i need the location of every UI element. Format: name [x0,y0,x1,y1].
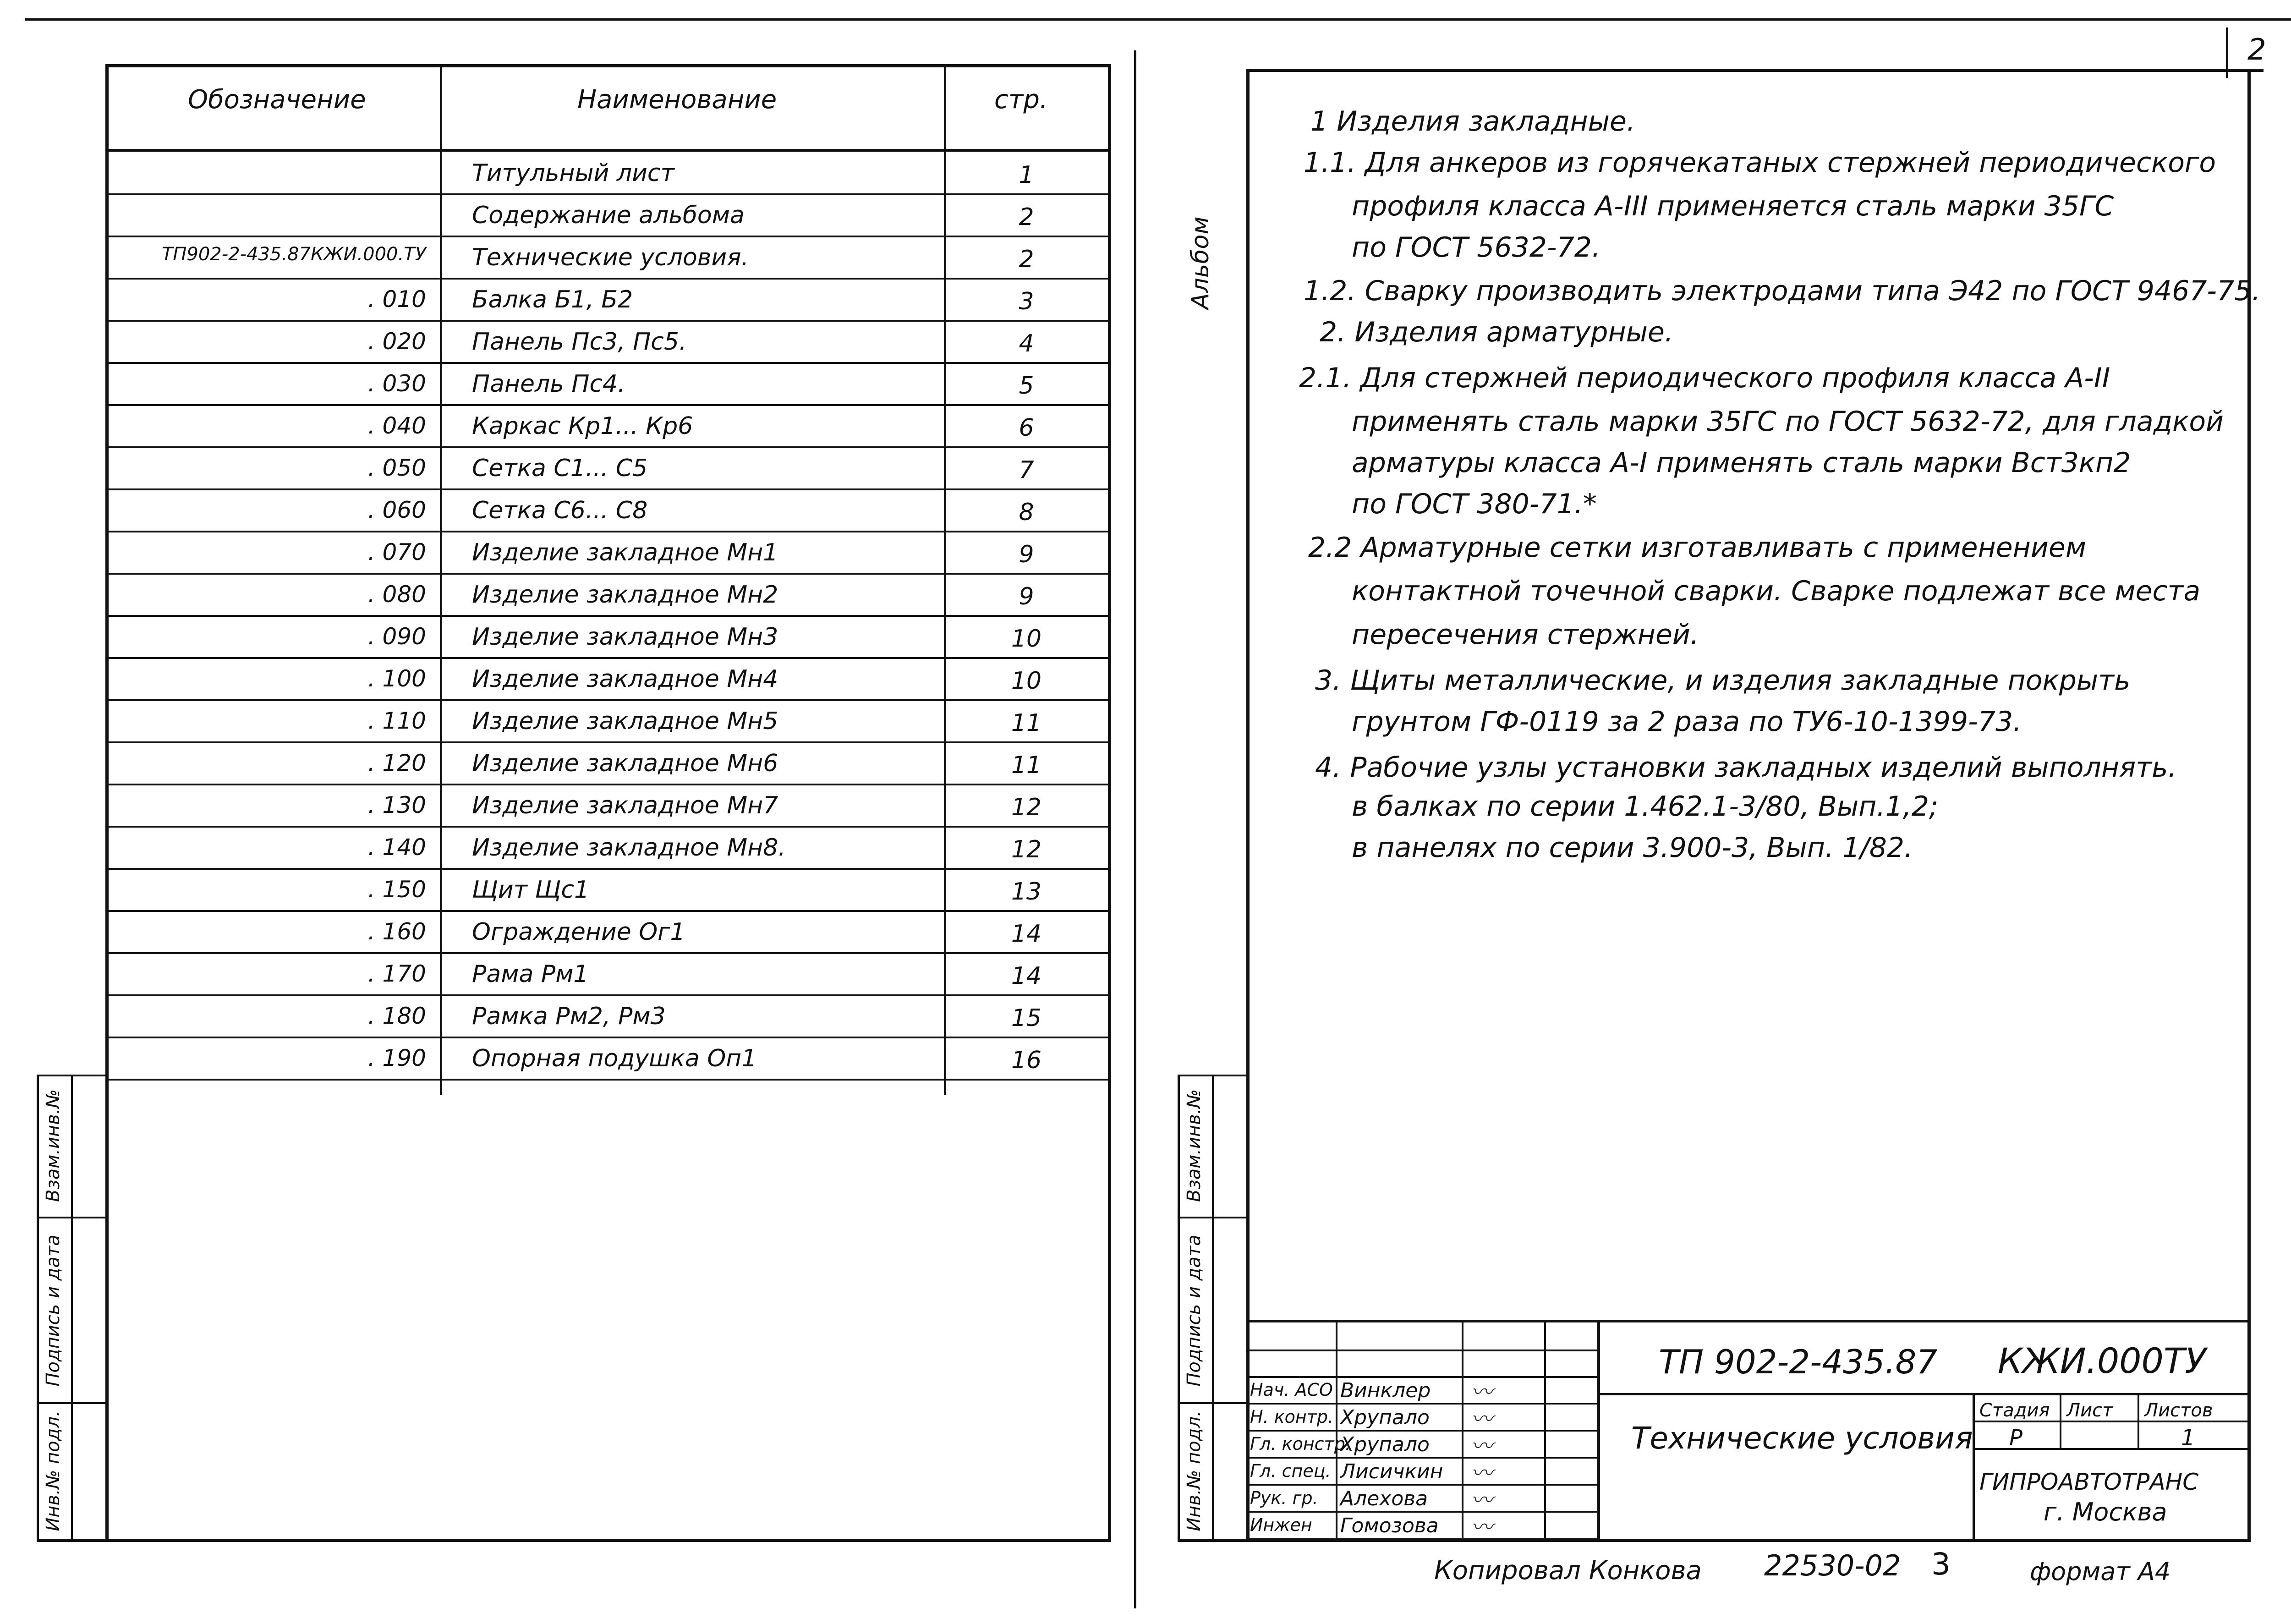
row-divider [105,784,1111,785]
row-divider [105,657,1111,659]
note-line: 2.2 Арматурные сетки изготавливать с применением [1308,532,2087,564]
sig-row-line [1246,1511,1599,1513]
row-page: 9 [1019,541,1034,568]
row-divider [105,699,1111,701]
note-line: в балках по серии 1.462.1-3/80, Вып.1,2; [1352,790,1939,823]
note-line: по ГОСТ 380-71.* [1352,488,1597,520]
signatory-name: Винклер [1340,1379,1431,1402]
row-designation: . 040 [367,412,426,439]
note-line: арматуры класса А-I применять сталь марки Вст3кп2 [1352,447,2131,479]
row-divider [105,1037,1111,1038]
header-bottom-line [105,149,1111,152]
right-frame-top [1246,69,2264,72]
signature-mark: 〰 [1471,1460,1493,1486]
signatory-name: Гомозова [1340,1514,1439,1537]
row-divider [105,362,1111,364]
side-stamp-replaces-inv: Взам.инв.№ [43,1089,64,1202]
row-divider [105,1079,1111,1081]
row-designation: . 030 [367,370,426,397]
signatory-role: Рук. гр. [1250,1488,1318,1508]
row-page: 11 [1011,709,1042,737]
sig-row-line [1246,1457,1599,1459]
row-divider [105,826,1111,828]
row-page: 10 [1011,625,1042,653]
row-name: Изделие закладное Мн1 [472,539,778,566]
header-designation: Обозначение [188,85,366,115]
row-divider [105,404,1111,406]
row-page: 16 [1011,1047,1042,1074]
row-designation: . 110 [367,708,426,734]
note-line: пересечения стержней. [1352,619,1699,651]
row-designation: . 090 [367,623,426,650]
row-page: 2 [1019,246,1034,273]
row-divider [105,193,1111,195]
sheet-label: Лист [2066,1400,2113,1421]
sig-row-line [1246,1376,1599,1378]
note-line: контактной точечной сварки. Сварке подлежат все места [1352,575,2201,607]
row-designation: . 020 [367,328,426,355]
header-page: стр. [994,85,1048,115]
tb-stage-col-1 [2060,1393,2061,1450]
doc-title: Технические условия [1631,1421,1973,1456]
row-page: 9 [1019,583,1034,610]
signatory-role: Нач. АСО [1250,1380,1333,1400]
row-designation: . 170 [367,960,426,987]
copied-by: Копировал Конкова [1434,1556,1702,1586]
row-name: Изделие закладное Мн2 [472,581,778,609]
row-name: Изделие закладное Мн6 [472,750,778,777]
signature-mark: 〰 [1471,1433,1493,1459]
signatory-name: Алехова [1340,1487,1428,1510]
row-divider [105,868,1111,870]
row-page: 6 [1019,414,1034,442]
row-designation: . 150 [367,876,426,903]
signatory-role: Н. контр. [1250,1407,1334,1427]
col-divider-1 [440,64,442,1095]
row-name: Сетка С6... С8 [472,497,648,524]
row-page: 8 [1019,499,1034,526]
row-name: Содержание альбома [472,202,745,229]
row-designation: . 080 [367,581,426,608]
left-frame-bottom [37,1539,1111,1542]
sig-row-line [1246,1538,1599,1540]
row-designation: . 180 [367,1003,426,1029]
col-divider-2 [944,64,946,1095]
city: г. Москва [2044,1498,2167,1526]
row-page: 14 [1011,962,1042,990]
fold-line [1134,50,1136,1608]
row-page: 14 [1011,920,1042,948]
signatory-role: Гл. констр. [1250,1434,1351,1454]
row-designation: . 010 [367,286,426,313]
row-page: 11 [1011,752,1042,779]
r-side-signature-date: Подпись и дата [1184,1234,1205,1387]
note-line: по ГОСТ 5632-72. [1352,231,1601,263]
row-divider [105,531,1111,532]
stage-label: Стадия [1979,1400,2050,1421]
row-name: Изделие закладное Мн8. [472,834,786,861]
row-page: 12 [1011,836,1042,863]
r-side-top [1178,1075,1249,1076]
tb-code-row-bottom [1597,1393,2250,1395]
top-border-line [25,18,2291,21]
row-divider [105,573,1111,575]
note-line: в панелях по серии 3.900-3, Вып. 1/82. [1352,832,1913,864]
note-line: 1 Изделия закладные. [1310,105,1636,137]
row-name: Каркас Кр1... Кр6 [472,412,693,440]
page-box-left [2226,27,2228,78]
note-line: 2.1. Для стержней периодического профиля класса А-II [1299,362,2110,394]
row-designation: . 070 [367,539,426,565]
tb-title-right-divider [1973,1393,1975,1542]
row-name: Щит Щс1 [472,876,590,904]
page-number: 2 [2247,33,2266,67]
r-side-replaces-inv: Взам.инв.№ [1184,1089,1205,1202]
signature-mark: 〰 [1471,1487,1493,1513]
row-name: Ограждение Ог1 [472,918,685,946]
row-designation: ТП902-2-435.87КЖИ.000.ТУ [161,244,426,265]
signature-mark: 〰 [1471,1406,1493,1432]
row-name: Изделие закладное Мн7 [472,792,778,819]
row-name: Титульный лист [472,159,674,187]
side-stamp-signature-date: Подпись и дата [43,1234,64,1387]
r-side-outer [1178,1075,1180,1542]
row-name: Рамка Рм2, Рм3 [472,1003,666,1030]
left-frame-left [105,64,109,1542]
row-divider [105,446,1111,448]
note-line: применять сталь марки 35ГС по ГОСТ 5632-72, для гладкой [1352,406,2224,438]
header-name: Наименование [577,85,777,115]
row-name: Изделие закладное Мн4 [472,665,778,693]
row-divider [105,741,1111,743]
signatory-name: Хрупало [1340,1406,1430,1429]
row-divider [105,236,1111,237]
row-designation: . 190 [367,1045,426,1071]
row-divider [105,994,1111,996]
note-line: 1.2. Сварку производить электродами типа Э42 по ГОСТ 9467-75. [1304,275,2261,307]
signatory-name: Хрупало [1340,1433,1430,1456]
row-name: Технические условия. [472,244,749,271]
row-page: 12 [1011,794,1042,821]
row-name: Опорная подушка Оп1 [472,1045,757,1072]
tb-left-cols-row0 [1246,1350,1599,1351]
signature-mark: 〰 [1471,1379,1493,1405]
sheets-label: Листов [2144,1400,2213,1421]
row-designation: . 120 [367,750,426,776]
row-page: 3 [1019,288,1034,315]
album-label: Альбом [1187,216,1214,309]
row-divider [105,910,1111,912]
row-divider [105,952,1111,954]
side-stamp-inv-orig: Инв.№ подл. [43,1410,64,1531]
note-line: 4. Рабочие узлы установки закладных изделий выполнять. [1315,752,2177,784]
row-name: Панель Пс3, Пс5. [472,328,687,356]
row-divider [105,488,1111,490]
row-page: 15 [1011,1004,1042,1032]
row-page: 7 [1019,456,1034,484]
note-line: 2. Изделия арматурные. [1320,316,1674,348]
row-designation: . 160 [367,918,426,945]
stage-value: Р [2009,1425,2022,1451]
row-designation: . 130 [367,792,426,818]
side-stamp-top [37,1075,108,1076]
format-label: формат А4 [2030,1557,2171,1586]
row-page: 2 [1019,203,1034,231]
r-side-inv-orig: Инв.№ подл. [1184,1410,1205,1531]
row-divider [105,278,1111,280]
row-divider [105,320,1111,322]
side-stamp-inner [71,1075,73,1542]
tb-top [1246,1320,2250,1322]
footer-sheet-number: 3 [1931,1547,1951,1582]
sig-row-line [1246,1484,1599,1486]
doc-code: КЖИ.000ТУ [1998,1340,2206,1381]
r-side-inner [1212,1075,1214,1542]
row-page: 5 [1019,372,1034,400]
note-line: грунтом ГФ-0119 за 2 раза по ТУ6-10-1399-73. [1352,706,2022,738]
row-divider [105,615,1111,617]
side-stamp-outer [37,1075,39,1542]
row-page: 13 [1011,878,1042,905]
row-designation: . 060 [367,497,426,523]
row-designation: . 050 [367,455,426,481]
left-frame-right [1108,64,1111,1542]
organization: ГИПРОАВТОТРАНС [1979,1469,2199,1495]
row-name: Панель Пс4. [472,370,625,398]
row-name: Рама Рм1 [472,960,589,988]
row-name: Балка Б1, Б2 [472,286,633,313]
sig-row-line [1246,1403,1599,1405]
row-designation: . 140 [367,834,426,861]
row-page: 1 [1019,161,1034,189]
row-page: 4 [1019,330,1034,357]
archive-number: 22530-02 [1764,1549,1901,1582]
sig-row-line [1246,1430,1599,1432]
row-name: Изделие закладное Мн3 [472,623,778,651]
signatory-role: Гл. спец. [1250,1461,1331,1481]
left-frame-top [105,64,1111,67]
signature-mark: 〰 [1471,1514,1493,1540]
signatory-name: Лисичкин [1340,1460,1443,1483]
row-name: Изделие закладное Мн5 [472,708,778,735]
sheets-value: 1 [2181,1425,2195,1451]
signatory-role: Инжен [1250,1515,1312,1535]
note-line: 3. Щиты металлические, и изделия закладные покрыть [1315,664,2131,697]
note-line: 1.1. Для анкеров из горячекатаных стержней периодического [1304,147,2216,179]
project-code: ТП 902-2-435.87 [1659,1343,1938,1381]
tb-stage-col-2 [2138,1393,2139,1450]
row-name: Сетка С1... С5 [472,455,648,482]
row-page: 10 [1011,667,1042,695]
row-designation: . 100 [367,665,426,692]
note-line: профиля класса А-III применяется сталь марки 35ГС [1352,190,2114,222]
